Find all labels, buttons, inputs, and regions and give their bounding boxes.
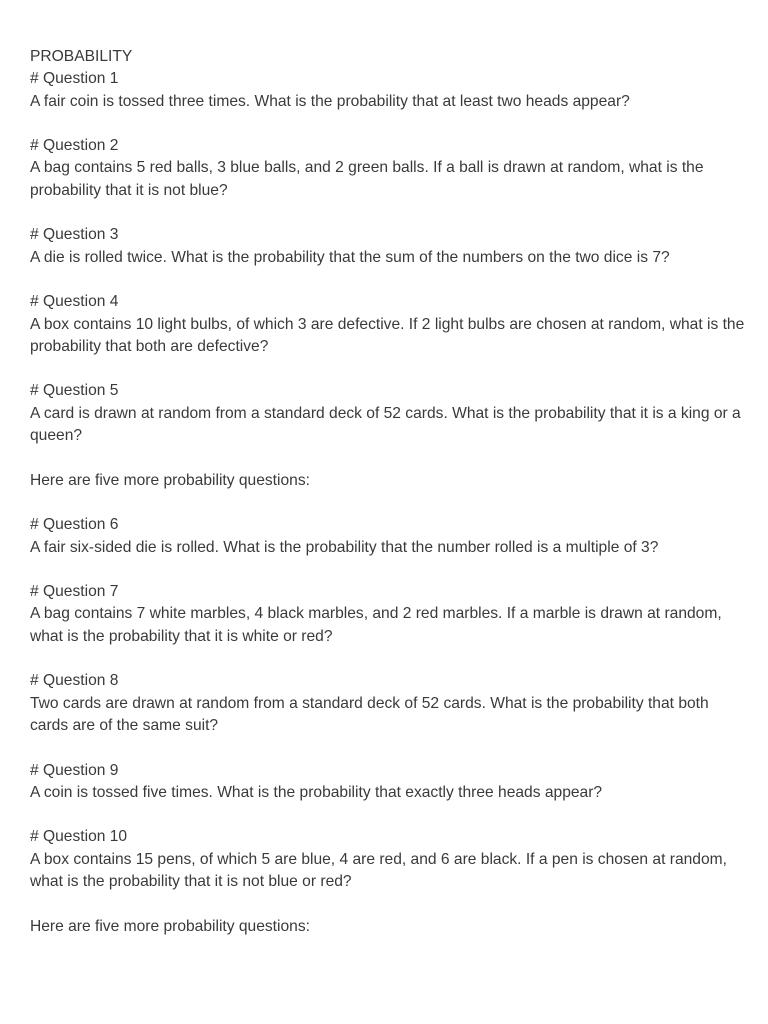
question-7-text: A bag contains 7 white marbles, 4 black marbles, and 2 red marbles. If a marble is drawn at random, what is the probability that it is white or red?	[30, 605, 722, 645]
question-8-text: Two cards are drawn at random from a standard deck of 52 cards. What is the probability that both cards are of the same suit?	[30, 694, 709, 734]
question-8-heading: # Question 8	[30, 672, 119, 690]
question-3-heading: # Question 3	[30, 226, 119, 244]
spacer	[30, 447, 746, 469]
question-5-heading: # Question 5	[30, 382, 119, 400]
question-10-heading: # Question 10	[30, 828, 128, 846]
spacer	[30, 202, 746, 224]
question-4-heading: # Question 4	[30, 293, 119, 311]
question-4-text: A box contains 10 light bulbs, of which 3 are defective. If 2 light bulbs are chosen at random, what is the probability that both are defective?	[30, 315, 745, 355]
spacer	[30, 737, 746, 759]
more-questions-intro-1: Here are five more probability questions:	[30, 471, 310, 489]
question-3-text: A die is rolled twice. What is the probability that the sum of the numbers on the two dice is 7?	[30, 248, 670, 266]
spacer	[30, 804, 746, 826]
question-2-text: A bag contains 5 red balls, 3 blue balls, and 2 green balls. If a ball is drawn at random, what is the probability that it is not blue?	[30, 159, 704, 199]
spacer	[30, 648, 746, 670]
more-questions-intro-2: Here are five more probability questions:	[30, 917, 310, 935]
document-body	[30, 46, 746, 938]
question-6-heading: # Question 6	[30, 516, 119, 534]
question-9-heading: # Question 9	[30, 761, 119, 779]
spacer	[30, 358, 746, 380]
question-7-heading: # Question 7	[30, 583, 119, 601]
question-9-text: A coin is tossed five times. What is the probability that exactly three heads appear?	[30, 783, 603, 801]
spacer	[30, 559, 746, 581]
question-1-heading: # Question 1	[30, 70, 119, 88]
question-1-text: A fair coin is tossed three times. What is the probability that at least two heads appear?	[30, 92, 630, 110]
spacer	[30, 893, 746, 915]
question-10-text: A box contains 15 pens, of which 5 are blue, 4 are red, and 6 are black. If a pen is chosen at random, what is the probability that it is not blue or red?	[30, 850, 727, 890]
spacer	[30, 113, 746, 135]
question-6-text: A fair six-sided die is rolled. What is the probability that the number rolled is a multiple of 3?	[30, 538, 659, 556]
question-2-heading: # Question 2	[30, 137, 119, 155]
document-title: PROBABILITY	[30, 48, 133, 65]
spacer	[30, 492, 746, 514]
question-5-text: A card is drawn at random from a standard deck of 52 cards. What is the probability that it is a king or a queen?	[30, 404, 741, 445]
spacer	[30, 269, 746, 291]
